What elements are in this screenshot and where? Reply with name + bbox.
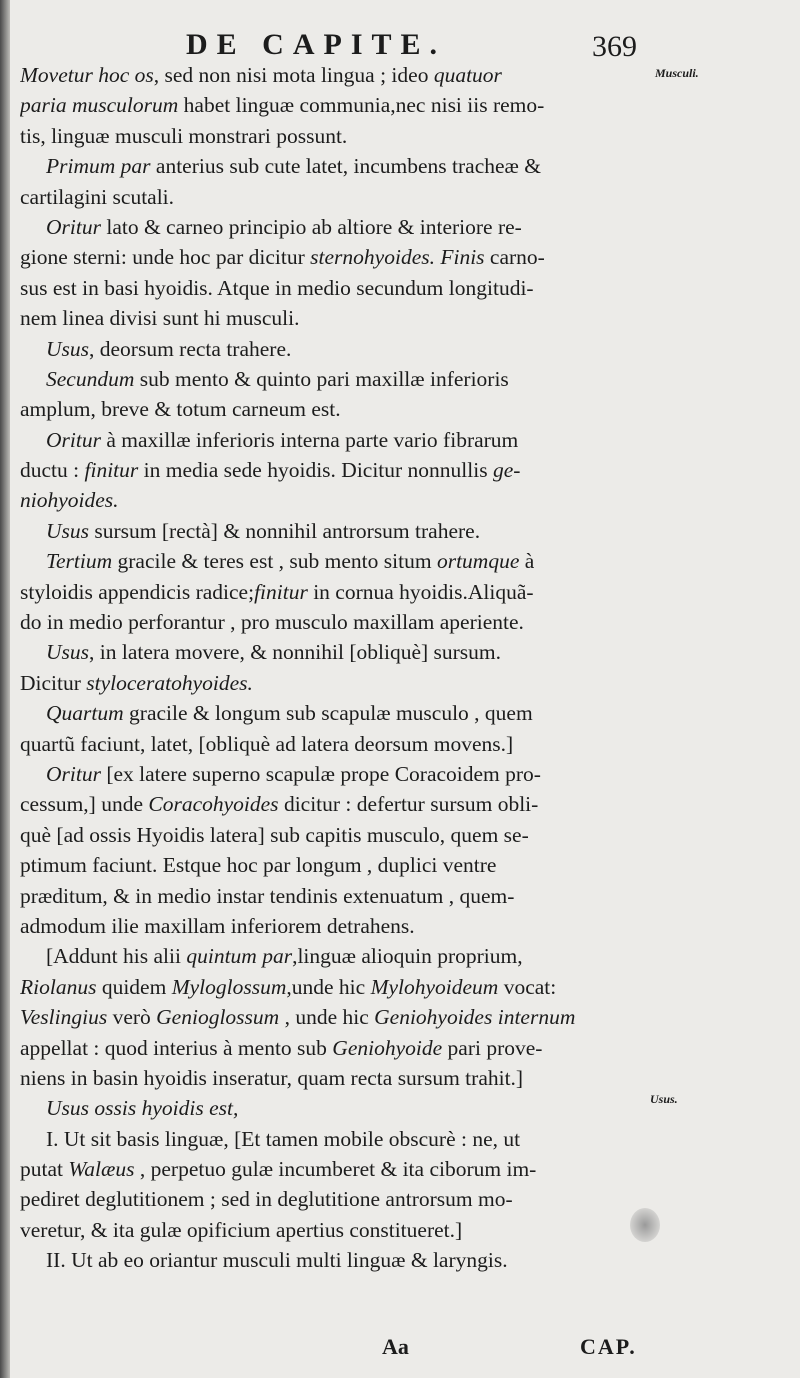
page-gutter-shadow: [0, 0, 10, 1378]
roman-text: amplum, breve & totum carneum est.: [20, 397, 341, 422]
roman-text: tis, linguæ musculi monstrari possunt.: [20, 123, 348, 148]
roman-text: sursum [rectà] & nonnihil antrorsum trahere.: [89, 518, 481, 543]
italic-text: Primum par: [46, 154, 151, 179]
roman-text: , in latera movere, & nonnihil [obliquè] sursum.: [89, 640, 502, 665]
roman-text: ductu :: [20, 458, 85, 483]
text-line: [20, 1002, 650, 1032]
text-line: [20, 1124, 650, 1154]
italic-text: Oritur: [46, 214, 101, 239]
roman-text: à maxillæ inferioris interna parte vario fibrarum: [100, 427, 519, 452]
text-line: [20, 698, 650, 728]
text-line: [20, 303, 650, 333]
text-line: [20, 212, 650, 242]
text-line: [20, 607, 650, 637]
italic-text: ge-: [492, 458, 521, 483]
roman-text: à: [519, 549, 535, 574]
italic-text: Usus: [46, 518, 90, 543]
roman-text: ptimum faciunt. Estque hoc par longum , duplici ventre: [20, 853, 497, 878]
roman-text: què [ad ossis Hyoidis latera] sub capitis musculo, quem se-: [20, 822, 529, 847]
text-line: [20, 334, 650, 364]
text-line: [20, 941, 650, 971]
roman-text: do in medio perforantur , pro musculo maxillam aperiente.: [20, 610, 524, 635]
text-line: [20, 151, 650, 181]
italic-text: Veslingius: [20, 1005, 108, 1030]
text-line: [20, 90, 650, 120]
italic-text: sternohyoides. Finis: [310, 245, 485, 270]
roman-text: admodum ilie maxillam inferiorem detrahens.: [20, 913, 415, 938]
italic-text: Mylohyoideum: [370, 974, 499, 999]
margin-note-musculi: Musculi.: [655, 66, 699, 80]
text-line: [20, 425, 650, 455]
roman-text: putat: [20, 1157, 69, 1182]
italic-text: finitur: [254, 579, 308, 604]
body-text: [20, 60, 650, 1276]
italic-text: niohyoides.: [20, 488, 119, 513]
text-line: [20, 485, 650, 515]
roman-text: , deorsum recta trahere.: [89, 336, 292, 361]
roman-text: Dicitur: [20, 670, 87, 695]
text-line: [20, 121, 650, 151]
text-line: [20, 637, 650, 667]
margin-note-usus: Usus.: [650, 1092, 678, 1106]
italic-text: Genioglossum: [156, 1005, 280, 1030]
text-line: [20, 1093, 650, 1123]
roman-text: gracile & teres est , sub mento situm: [112, 549, 437, 574]
roman-text: niens in basin hyoidis inseratur, quam recta sursum trahit.]: [20, 1065, 524, 1090]
roman-text: veretur, & ita gulæ opificium apertius constitueret.]: [20, 1217, 463, 1242]
text-line: [20, 455, 650, 485]
italic-text: Coracohyoides: [148, 792, 279, 817]
page-footer: [0, 1334, 800, 1368]
italic-text: Usus ossis hyoidis est,: [46, 1096, 239, 1121]
roman-text: vocat:: [498, 974, 557, 999]
roman-text: pari prove-: [442, 1035, 543, 1060]
text-line: [20, 182, 650, 212]
roman-text: II. Ut ab eo oriantur musculi multi linguæ & laryngis.: [46, 1248, 508, 1273]
roman-text: verò: [107, 1005, 157, 1030]
text-line: [20, 1063, 650, 1093]
italic-text: paria musculorum: [20, 93, 179, 118]
italic-text: Geniohyoides internum: [374, 1005, 576, 1030]
roman-text: in media sede hyoidis. Dicitur nonnullis: [138, 458, 493, 483]
catchword: CAP.: [580, 1334, 637, 1359]
ink-smudge: [630, 1208, 660, 1242]
italic-text: styloceratohyoides.: [86, 670, 253, 695]
roman-text: styloidis appendicis radice;: [20, 579, 255, 604]
text-line: [20, 516, 650, 546]
text-line: [20, 820, 650, 850]
roman-text: gione sterni: unde hoc par dicitur: [20, 245, 311, 270]
roman-text: anterius sub cute latet, incumbens tracheæ &: [150, 154, 541, 179]
text-line: [20, 759, 650, 789]
text-line: [20, 364, 650, 394]
text-line: [20, 242, 650, 272]
italic-text: Movetur hoc os: [20, 63, 154, 87]
roman-text: quidem: [96, 974, 172, 999]
roman-text: appellat : quod interius à mento sub: [20, 1035, 333, 1060]
text-line: [20, 668, 650, 698]
roman-text: nem linea divisi sunt hi musculi.: [20, 306, 300, 331]
roman-text: , sed non nisi mota lingua ; ideo: [153, 63, 434, 87]
text-line: [20, 789, 650, 819]
roman-text: ,unde hic: [286, 974, 371, 999]
text-line: [20, 911, 650, 941]
roman-text: ,linguæ alioquin proprium,: [292, 944, 523, 969]
text-line: [20, 1033, 650, 1063]
italic-text: Riolanus: [20, 974, 97, 999]
text-line: [20, 394, 650, 424]
text-line: [20, 546, 650, 576]
roman-text: dicitur : defertur sursum obli-: [278, 792, 539, 817]
text-line: [20, 60, 650, 90]
italic-text: Oritur: [46, 761, 101, 786]
roman-text: carno-: [484, 245, 545, 270]
roman-text: [ex latere superno scapulæ prope Coracoidem pro-: [100, 761, 541, 786]
roman-text: sub mento & quinto pari maxillæ inferioris: [134, 366, 509, 391]
text-line: [20, 729, 650, 759]
roman-text: lato & carneo principio ab altiore & interiore re-: [100, 214, 522, 239]
roman-text: habet linguæ communia,nec nisi iis remo-: [178, 93, 545, 118]
roman-text: gracile & longum sub scapulæ musculo , quem: [123, 701, 533, 726]
italic-text: quatuor: [433, 63, 502, 87]
text-line: [20, 1215, 650, 1245]
roman-text: cartilagini scutali.: [20, 184, 175, 209]
italic-text: Quartum: [46, 701, 124, 726]
text-line: [20, 1154, 650, 1184]
roman-text: [Addunt his alii: [46, 944, 187, 969]
text-line: [20, 577, 650, 607]
roman-text: pediret deglutitionem ; sed in deglutitione antrorsum mo-: [20, 1187, 513, 1212]
italic-text: finitur: [84, 458, 139, 483]
roman-text: cessum,] unde: [20, 792, 149, 817]
italic-text: Myloglossum: [171, 974, 287, 999]
text-line: [20, 881, 650, 911]
italic-text: Secundum: [46, 366, 135, 391]
page-number: 369: [592, 30, 637, 63]
italic-text: Geniohyoide: [332, 1035, 443, 1060]
roman-text: I. Ut sit basis linguæ, [Et tamen mobile obscurè : ne, ut: [46, 1126, 521, 1151]
text-line: [20, 1184, 650, 1214]
italic-text: ortumque: [436, 549, 520, 574]
running-head: DE CAPITE.: [186, 28, 447, 61]
text-line: [20, 273, 650, 303]
roman-text: in cornua hyoidis.Aliquã-: [307, 579, 534, 604]
text-line: [20, 850, 650, 880]
signature-mark: Aa: [382, 1334, 409, 1359]
italic-text: Usus: [46, 336, 90, 361]
roman-text: præditum, & in medio instar tendinis extenuatum , quem-: [20, 883, 515, 908]
italic-text: quintum par: [186, 944, 293, 969]
roman-text: , perpetuo gulæ incumberet & ita ciborum im-: [134, 1157, 537, 1182]
text-line: [20, 1245, 650, 1275]
roman-text: sus est in basi hyoidis. Atque in medio secundum longitudi-: [20, 275, 534, 300]
italic-text: Tertium: [46, 549, 113, 574]
italic-text: Usus: [46, 640, 90, 665]
italic-text: Oritur: [46, 427, 101, 452]
roman-text: , unde hic: [279, 1005, 375, 1030]
text-line: [20, 972, 650, 1002]
roman-text: quartũ faciunt, latet, [obliquè ad latera deorsum movens.]: [20, 731, 514, 756]
italic-text: Walæus: [68, 1157, 135, 1182]
